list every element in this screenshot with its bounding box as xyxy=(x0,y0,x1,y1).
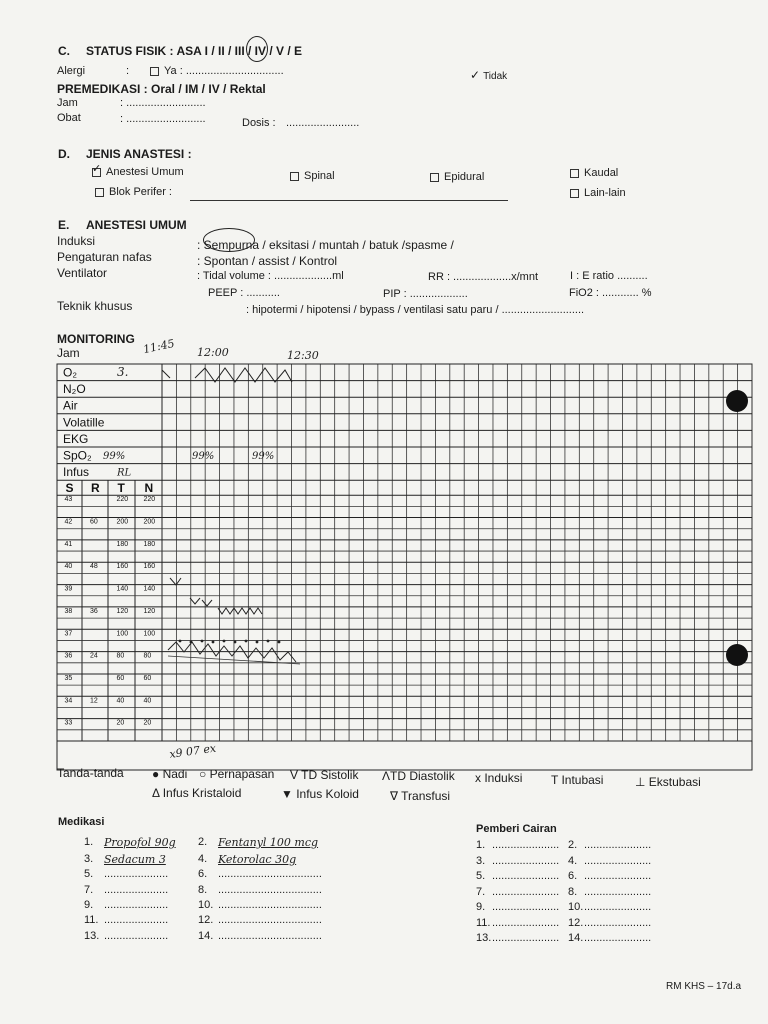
cairan-number: 14. xyxy=(568,932,584,944)
scale-tick-s: 38 xyxy=(64,607,73,615)
nadi-hand-dot xyxy=(212,641,215,644)
cairan-number: 3. xyxy=(476,855,486,867)
medikasi-field[interactable]: .................................. xyxy=(218,884,322,896)
hand-time-3: 12:30 xyxy=(287,349,319,362)
row-label-n2o: N₂O xyxy=(63,382,86,397)
medikasi-number: 14. xyxy=(198,930,214,942)
medikasi-field[interactable]: ..................... xyxy=(104,899,169,911)
teknik-khusus-value: : hipotermi / hipotensi / bypass / ventilasi satu paru / ........................... xyxy=(246,304,585,316)
fio2-field[interactable]: FiO2 : ............ % xyxy=(569,287,652,299)
scale-tick-n: 40 xyxy=(143,697,152,705)
legend-infus-koloid: ▼ Infus Koloid xyxy=(281,787,359,801)
lain-lain-label: Lain-lain xyxy=(584,187,626,199)
anestesi-umum-heading: ANESTESI UMUM xyxy=(86,218,187,232)
cairan-field[interactable]: ...................... xyxy=(584,901,652,913)
ya-label: Ya : xyxy=(164,65,183,77)
row-label-volatille: Volatille xyxy=(63,415,105,430)
scale-tick-n: 220 xyxy=(143,496,156,504)
cairan-number: 13. xyxy=(476,932,492,944)
jenis-anastesi-heading: JENIS ANASTESI : xyxy=(86,147,192,161)
medikasi-field[interactable]: Ketorolac 30g xyxy=(218,853,297,866)
nadi-hand-dot xyxy=(245,640,248,643)
cairan-field[interactable]: ...................... xyxy=(492,932,560,944)
legend-td-diastolik: ΛTD Diastolik xyxy=(382,769,455,783)
hand-o2-value: 3. xyxy=(117,365,129,379)
legend-nadi: ● Nadi xyxy=(152,767,188,781)
anestesi-umum-label: Anestesi Umum xyxy=(106,166,184,178)
premedikasi-heading: PREMEDIKASI : Oral / IM / IV / Rektal xyxy=(57,82,266,96)
scale-tick-t: 200 xyxy=(116,518,129,526)
induksi-label: Induksi xyxy=(57,234,96,248)
row-label-o2: O₂ xyxy=(63,365,77,380)
legend-intubasi: T Intubasi xyxy=(551,773,604,787)
scale-tick-t: 140 xyxy=(116,585,129,593)
medikasi-field[interactable]: .................................. xyxy=(218,868,322,880)
scale-tick-n: 200 xyxy=(143,518,156,526)
hand-time-1: 11:45 xyxy=(141,336,176,357)
cairan-field[interactable]: ...................... xyxy=(492,917,560,929)
legend-pernapasan: ○ Pernapasan xyxy=(199,767,275,781)
row-label-spo2: SpO₂ xyxy=(63,448,92,463)
scale-tick-t: 100 xyxy=(116,630,129,638)
medikasi-field[interactable]: .................................. xyxy=(218,930,322,942)
medikasi-title: Medikasi xyxy=(58,816,105,828)
cairan-field[interactable]: ...................... xyxy=(492,901,560,913)
ventilator-label: Ventilator xyxy=(57,266,108,280)
scale-tick-t: 160 xyxy=(116,563,129,571)
scale-tick-n: 100 xyxy=(143,630,156,638)
alergi-label: Alergi xyxy=(57,65,86,77)
scale-tick-s: 36 xyxy=(64,652,73,660)
medikasi-field[interactable]: ..................... xyxy=(104,868,169,880)
nadi-hand-dot xyxy=(278,641,281,644)
scale-tick-t: 80 xyxy=(116,652,125,660)
peep-field[interactable]: PEEP : ........... xyxy=(208,287,280,299)
nadi-hand-dot xyxy=(201,640,204,643)
cairan-field[interactable]: ...................... xyxy=(492,886,560,898)
cairan-field[interactable]: ...................... xyxy=(584,839,652,851)
pemberi-cairan-title: Pemberi Cairan xyxy=(476,823,557,835)
scale-tick-n: 80 xyxy=(143,652,152,660)
scale-tick-t: 220 xyxy=(116,496,129,504)
cairan-field[interactable]: ...................... xyxy=(584,886,652,898)
hand-spo2-value-1: 99% xyxy=(103,451,126,462)
row-label-ekg: EKG xyxy=(63,431,89,446)
legend-td-sistolik: V TD Sistolik xyxy=(290,768,359,782)
nadi-hand-dot xyxy=(223,640,226,643)
hand-infus-value: RL xyxy=(117,467,132,479)
medikasi-number: 7. xyxy=(84,884,94,896)
medikasi-number: 10. xyxy=(198,899,214,911)
nadi-hand-dot xyxy=(234,641,237,644)
rr-field[interactable]: RR : ...................x/mnt xyxy=(428,271,539,283)
nadi-hand-dot xyxy=(256,641,259,644)
scale-header-s: S xyxy=(65,481,74,496)
medikasi-field[interactable]: ..................... xyxy=(104,914,169,926)
medikasi-field[interactable]: ..................... xyxy=(104,884,169,896)
status-fisik-heading: STATUS FISIK : ASA I / II / III / IV / V / E xyxy=(86,44,303,58)
cairan-field[interactable]: ...................... xyxy=(584,855,652,867)
cairan-number: 12. xyxy=(568,917,584,929)
teknik-khusus-label: Teknik khusus xyxy=(57,299,133,313)
premedikasi-dosis-label: Dosis : xyxy=(242,117,276,129)
cairan-field[interactable]: ...................... xyxy=(492,839,560,851)
punch-hole-top xyxy=(726,390,748,412)
form-code: RM KHS – 17d.a xyxy=(666,981,742,992)
medikasi-number: 6. xyxy=(198,868,208,880)
hand-spo2-value-3: 99% xyxy=(252,451,275,462)
scale-tick-t: 180 xyxy=(116,540,129,548)
monitoring-jam-label: Jam xyxy=(57,346,80,360)
scale-tick-s: 39 xyxy=(64,585,73,593)
medikasi-field[interactable]: .................................. xyxy=(218,914,322,926)
premedikasi-dosis-field[interactable]: ........................ xyxy=(286,117,360,129)
cairan-number: 2. xyxy=(568,839,578,851)
medikasi-field[interactable]: ..................... xyxy=(104,930,169,942)
scale-tick-r: 12 xyxy=(90,697,98,705)
nadi-hand-dot xyxy=(179,640,182,643)
cairan-number: 6. xyxy=(568,870,578,882)
tidak-label: Tidak xyxy=(483,71,508,82)
premedikasi-obat-label: Obat xyxy=(57,112,81,124)
hand-bottom-notes: x9 07 ex xyxy=(168,741,217,761)
section-d-letter: D. xyxy=(58,147,70,161)
premedikasi-jam-field[interactable]: : .......................... xyxy=(120,97,206,109)
scale-tick-t: 20 xyxy=(116,719,125,727)
scale-tick-t: 60 xyxy=(116,674,125,682)
monitoring-outer-border xyxy=(57,364,752,770)
scale-header-r: R xyxy=(91,481,100,496)
punch-hole-bottom xyxy=(726,644,748,666)
legend-title: Tanda-tanda xyxy=(57,766,124,780)
medikasi-number: 12. xyxy=(198,914,214,926)
scale-tick-n: 160 xyxy=(143,563,156,571)
monitoring-heading: MONITORING xyxy=(57,332,135,346)
hand-spo2-value-2: 99% xyxy=(192,451,215,462)
medikasi-number: 2. xyxy=(198,836,208,848)
tidal-volume-field[interactable]: : Tidal volume : ...................ml xyxy=(197,270,344,282)
tidak-check-mark: ✓ xyxy=(470,68,481,82)
medikasi-field[interactable]: Propofol 90g xyxy=(104,836,176,849)
medikasi-number: 8. xyxy=(198,884,208,896)
cairan-number: 10. xyxy=(568,901,584,913)
medikasi-number: 13. xyxy=(84,930,100,942)
medikasi-number: 5. xyxy=(84,868,94,880)
scale-tick-n: 120 xyxy=(143,607,156,615)
pip-field[interactable]: PIP : ................... xyxy=(383,288,468,300)
anestesi-umum-checkbox[interactable]: ✓ xyxy=(92,162,102,175)
scale-tick-s: 43 xyxy=(64,496,73,504)
cairan-number: 1. xyxy=(476,839,486,851)
scale-tick-n: 140 xyxy=(143,585,156,593)
medikasi-field[interactable]: Sedacum 3 xyxy=(104,853,166,866)
scale-tick-s: 33 xyxy=(64,719,73,727)
nadi-hand-dot xyxy=(190,641,193,644)
alergi-sep: : xyxy=(126,65,130,77)
scale-tick-t: 40 xyxy=(116,697,125,705)
scale-tick-s: 40 xyxy=(64,563,73,571)
cairan-number: 7. xyxy=(476,886,486,898)
row-label-infus: Infus xyxy=(63,465,90,480)
legend-ekstubasi: ⊥ Ekstubasi xyxy=(635,775,701,789)
medikasi-field[interactable]: .................................. xyxy=(218,899,322,911)
scale-tick-n: 180 xyxy=(143,540,156,548)
kaudal-label: Kaudal xyxy=(584,167,619,179)
hand-time-2: 12:00 xyxy=(197,346,229,359)
scale-tick-r: 48 xyxy=(90,563,98,571)
cairan-number: 4. xyxy=(568,855,578,867)
o2-hand-line xyxy=(162,368,292,382)
scale-tick-s: 41 xyxy=(64,540,73,548)
cairan-number: 5. xyxy=(476,870,486,882)
scale-tick-s: 35 xyxy=(64,674,73,682)
scale-tick-t: 120 xyxy=(116,607,129,615)
nafas-label: Pengaturan nafas xyxy=(57,250,152,264)
cairan-field[interactable]: ...................... xyxy=(584,870,652,882)
medikasi-number: 9. xyxy=(84,899,94,911)
scale-tick-s: 34 xyxy=(64,697,73,705)
scale-header-n: N xyxy=(144,481,154,496)
epidural-label: Epidural xyxy=(444,171,485,183)
section-c-letter: C. xyxy=(58,44,70,58)
medikasi-number: 1. xyxy=(84,836,94,848)
scale-tick-r: 60 xyxy=(90,518,98,526)
induksi-value: : Sempurna / eksitasi / muntah / batuk /spasme / xyxy=(197,238,454,252)
blok-perifer-label: Blok Perifer : xyxy=(109,186,172,198)
medikasi-number: 4. xyxy=(198,853,208,865)
cairan-field[interactable]: ...................... xyxy=(584,932,652,944)
scale-tick-r: 24 xyxy=(90,652,98,660)
medikasi-field[interactable]: Fentanyl 100 mcg xyxy=(218,836,319,849)
legend-infus-kristaloid: Δ Infus Kristaloid xyxy=(152,786,242,800)
cairan-number: 11. xyxy=(476,917,491,929)
nadi-hand-dot xyxy=(267,640,270,643)
scale-tick-n: 60 xyxy=(143,674,152,682)
section-e-letter: E. xyxy=(58,218,70,232)
scale-tick-s: 42 xyxy=(64,518,73,526)
legend-transfusi: ∇ Transfusi xyxy=(390,789,451,803)
scale-tick-r: 36 xyxy=(90,607,98,615)
premedikasi-obat-field[interactable]: : .......................... xyxy=(120,113,206,125)
legend-induksi: x Induksi xyxy=(475,771,523,785)
ie-ratio-field[interactable]: I : E ratio .......... xyxy=(570,270,648,282)
scale-tick-n: 20 xyxy=(143,719,152,727)
alergi-ya-option[interactable]: Ya : ................................ xyxy=(150,65,284,77)
cairan-field[interactable]: ...................... xyxy=(492,870,560,882)
scale-tick-s: 37 xyxy=(64,630,73,638)
cairan-number: 8. xyxy=(568,886,578,898)
cairan-field[interactable]: ...................... xyxy=(584,917,652,929)
spinal-label: Spinal xyxy=(304,170,335,182)
row-label-air: Air xyxy=(63,398,78,413)
cairan-field[interactable]: ...................... xyxy=(492,855,560,867)
cairan-number: 9. xyxy=(476,901,486,913)
scale-header-t: T xyxy=(117,481,125,496)
premedikasi-jam-label: Jam xyxy=(57,97,78,109)
nafas-value: : Spontan / assist / Kontrol xyxy=(197,254,338,268)
medikasi-number: 3. xyxy=(84,853,94,865)
medikasi-number: 11. xyxy=(84,914,99,926)
